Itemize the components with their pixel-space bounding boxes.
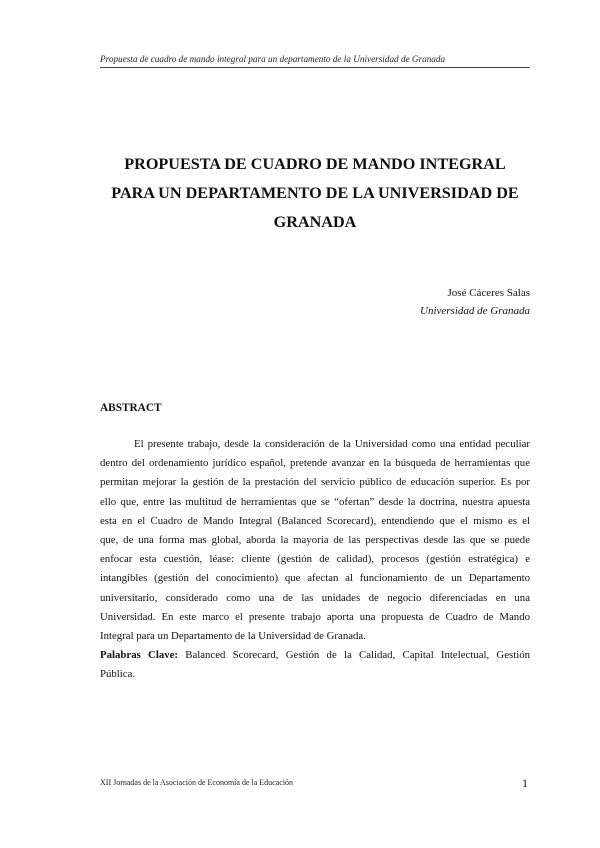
title-line: PARA UN DEPARTAMENTO DE LA UNIVERSIDAD DE [111,184,519,202]
abstract-line: Universidad. En este marco el presente trabajo aporta una propuesta de Cuadro de Mando [100,610,530,623]
abstract-line: ello que, entre las multitud de herramientas que se “ofertan” desde la doctrina, nuestra apuesta [100,495,530,508]
footer-conference: XII Jornadas de la Asociación de Economía de la Educación [100,778,294,787]
abstract-body [100,435,530,685]
keywords [100,646,530,665]
abstract-line: permitan mejorar la gestión de la prestación del servicio público de educación superior. Es por [100,476,530,489]
running-header: Propuesta de cuadro de mando integral para un departamento de la Universidad de Granada [100,54,446,64]
author-block [420,284,530,320]
abstract-line: dentro del ordenamiento jurídico español, pretende avanzar en la búsqueda de herramientas que [100,457,530,470]
author-affiliation: Universidad de Granada [420,305,530,317]
abstract-line: esta en el Cuadro de Mando Integral (Balanced Scorecard), entendiendo que el mismo es el [100,514,530,527]
title-line: GRANADA [273,213,357,231]
title-line: PROPUESTA DE CUADRO DE MANDO INTEGRAL [124,155,506,173]
page-number: 1 [522,776,528,790]
abstract-line: El presente trabajo, desde la consideración de la Universidad como una entidad peculiar [134,438,530,450]
header-rule [100,67,530,68]
abstract-line: que, de una forma mas global, aborda la mayoría de las perspectivas desde las que se puede [100,534,530,547]
author-name: José Cáceres Salas [447,287,530,299]
keywords-label: Palabras Clave: [100,649,179,662]
abstract-line: Integral para un Departamento de la Universidad de Granada. [100,630,366,643]
keywords-continued: Pública. [100,668,136,681]
keywords-text: Balanced Scorecard, Gestión de la Calidad, Capital Intelectual, Gestión [178,649,530,662]
paper-title [100,150,530,237]
abstract-line: enfocar esta cuestión, léase: cliente (gestión de calidad), procesos (gestión estratégica) e [100,553,530,566]
abstract-line: universitario, considerado como una de las unidades de negocio diferenciadas en una [100,591,530,604]
abstract-heading: ABSTRACT [100,402,162,414]
abstract-line: intangibles (gestión del conocimiento) que afectan al funcionamiento de un Departamento [100,572,530,585]
